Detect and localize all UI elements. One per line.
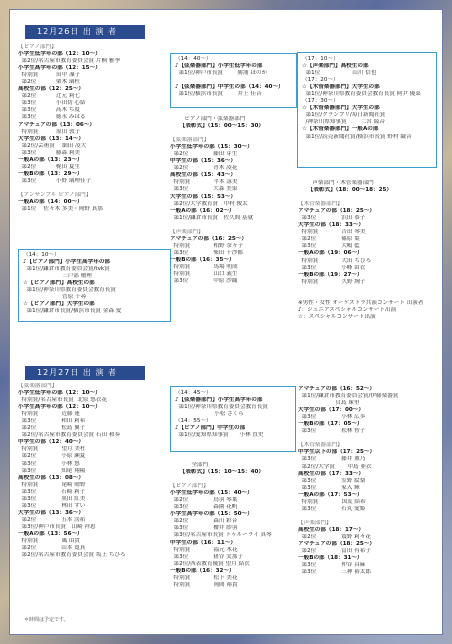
section-heading: ☆【ピアノ部門】大学生の部 (23, 301, 95, 308)
program-sheet (9, 9, 443, 635)
section-heading: 【表彰式】（15：10～15：40） (170, 469, 265, 476)
entry-line: 第3位 小林 広歩 (298, 414, 366, 421)
entry-line: 第3位 浜田 恭子 (298, 215, 366, 222)
entry-line: 第2位 青木 凌花 (170, 165, 238, 172)
entry-line (170, 222, 264, 229)
category-label: 【弦楽器部門】 (170, 137, 210, 144)
section-heading: 一般Bの部（16：35～） (170, 256, 235, 263)
section-heading: 一般Aの部（19：06～） (298, 250, 363, 257)
entry-line: （17：10～） (302, 56, 339, 62)
section-heading: 小学生高学年の部（12：10～） (18, 404, 101, 411)
entry-line: （14：45～） (175, 390, 212, 396)
entry-line: 第1位/グランプリ/毎日新聞社賞 (302, 112, 386, 119)
entry-line (170, 476, 272, 483)
entry-line: 第2位 山本 寛真 (18, 545, 86, 552)
section-heading: 一般Aの部（14：00～） (18, 199, 83, 206)
entry-line: （14：55～） (175, 418, 212, 425)
entry-line: 第1位 山川 信也 (302, 70, 377, 77)
entry-line: 第1位 佐々木 多美・岡野 真那 (18, 206, 103, 213)
entry-line: 第1位/神奈川県教育委員会教育長賞 (23, 287, 116, 294)
entry-line (298, 293, 424, 300)
section-heading: 一般Bの部（17：05～） (298, 421, 363, 428)
section-heading: 小学生低学年の部（12：10～） (18, 390, 101, 397)
section-heading: 【表彰式】（15：00～15：30） (170, 123, 265, 130)
entry-line: 特別賞 福元 木花 (170, 546, 238, 553)
section-heading: 一般Bの部（16：32～） (170, 567, 235, 574)
entry-line: 第1位/神奈川県教育委員会教育長賞 (175, 404, 268, 411)
entry-line: 特別賞 望月 美杜 (18, 446, 86, 453)
section-heading: 高校生の部（15：43～） (170, 172, 236, 179)
entry-line: 第2位 鳥羽 琴葉 (170, 497, 238, 504)
day2-col3 (298, 386, 398, 576)
section-heading: ♪【ピアノ部門】中学生の部 (175, 425, 246, 432)
entry-line: 特別賞 吉田 琴美 (298, 229, 366, 236)
category-label: 【ピアノ部門】 (18, 44, 57, 50)
day1-special-box-3 (297, 52, 437, 168)
day2-col2 (170, 462, 272, 589)
entry-line: 第2位 松島 翼子 (18, 425, 86, 432)
section-heading: 高校生の部（17：33～） (298, 470, 364, 477)
section-heading: ☆【木管楽器部門】一般Aの部 (302, 126, 379, 133)
entry-line: 菅原 千尋 (23, 294, 87, 301)
entry-line: 第1位/愛知県知事賞 小林 直史 (175, 432, 264, 439)
entry-line (175, 77, 292, 84)
entry-line: 特別賞 国友 結希 (298, 498, 366, 505)
entry-line: 特別賞 久野 絢子 (298, 278, 366, 285)
category-label: 【弦楽器部門】 (18, 383, 58, 389)
entry-line: 第2位 震野 莉々花 (298, 533, 371, 540)
entry-line: 特別賞 原田 敦子 (18, 128, 81, 135)
entry-line: ☆：スペシャルコンサート出演 (298, 313, 376, 320)
entry-line: 第3位 小林 悠 (18, 460, 80, 467)
section-heading: 一般Bの部（18：31～） (298, 555, 363, 562)
entry-line: 第3位 藤井 薫乃 (298, 456, 366, 463)
entry-line: 第1位/鎌倉市教育委員会賞/tvk賞 (23, 266, 110, 273)
section-heading: 【表彰式】（18：00～18：25） (298, 187, 393, 194)
entry-line: 第3位 林田 すい (18, 502, 86, 509)
entry-line: 第3位 室野 絵梨 (298, 477, 366, 484)
section-heading: ♪【ピアノ部門】小学生高学年の部 (23, 259, 111, 266)
day1-special-box-1 (18, 249, 171, 322)
entry-line: 貝島 珠里 (298, 400, 360, 407)
category-label: 【木管楽器部門】 (298, 442, 343, 449)
entry-line: 特別賞 尾崎 晴野 (18, 481, 86, 488)
entry-line: 第1位/読売新聞社賞/横浜市長賞 野村 織音 (302, 133, 412, 140)
entry-line: 第3位 猪谷 実那子 (170, 553, 243, 560)
entry-line: 第3位 柴田 千沙都 (170, 249, 243, 256)
day2-col1 (18, 383, 126, 559)
day1-box2-text (171, 54, 296, 100)
section-heading: 小学生低学年の部（15：40～） (170, 490, 253, 497)
day1-special-box-2 (170, 53, 297, 108)
entry-line: 特別賞 相野 奈々子 (170, 242, 244, 249)
entry-line (170, 130, 264, 137)
entry-line: （14：40～） (175, 56, 212, 62)
entry-line: 特別賞/名古屋市長賞 北原 悠衣花 (18, 397, 108, 404)
section-heading: 大学生の部（13：14～） (18, 135, 84, 142)
day2-special-box (170, 386, 296, 452)
entry-line: 第1位/横浜市長賞 井上 佳音 (175, 91, 262, 98)
entry-line: /神奈川県知事賞 二宮 綾音 (302, 119, 385, 126)
entry-line: 特別賞 松下 美花 (170, 574, 238, 581)
section-heading: 小学生低学年の部（15：30～） (170, 144, 253, 151)
entry-line: 第3位 石丸 愛姫 (298, 505, 366, 512)
category-label: 【声楽部門】 (170, 228, 204, 235)
category-label: 【声楽部門】 (298, 519, 332, 526)
section-heading: 中学生の部（16：11～） (170, 539, 236, 546)
entry-line: 特別賞 田中 凜子 (18, 72, 81, 79)
entry-line: 特別賞 平本 詠美 (170, 179, 238, 186)
section-heading: ☆【木管楽器部門】大学生の部 (302, 84, 380, 91)
schedule-footnote: ＊時間は予定です。 (24, 617, 69, 623)
entry-line: 第2位 小原 瀬夏 (18, 453, 86, 460)
entry-line: 第3位 大森 美果 (170, 186, 238, 193)
entry-line: 第3位 黒田 紅美 (18, 495, 86, 502)
section-heading: 小学生低学年の部（12：10～） (18, 51, 101, 58)
section-heading: アマチュアの部（13：06～） (18, 121, 95, 128)
entry-line: （14：10～） (23, 252, 60, 258)
section-heading: 高校生の部（12：25～） (18, 86, 84, 93)
entry-line: 第3位/神戸市長賞 山崎 祥恵 (18, 523, 96, 530)
entry-line: 声楽部門・木管楽器部門 (298, 180, 374, 186)
day1-col1 (18, 44, 120, 213)
section-heading: 一般Aの部（13：23～） (18, 156, 83, 163)
entry-line: ♪：ジュニアスペシャルコンサート出演 (298, 306, 397, 313)
section-heading: アマチュアの部（18：25～） (298, 208, 375, 215)
entry-line: 第3位 小田切 心結 (18, 100, 86, 107)
section-heading: 高校生の部（13：08～） (18, 474, 84, 481)
entry-line (298, 286, 424, 293)
section-heading: ☆【ピアノ部門】高校生の部 (23, 280, 95, 287)
entry-line: 第2位/芸術賞 細田 凌大 (18, 142, 87, 149)
entry-line: 第1位/鎌倉市長賞/横浜市長賞 金森 愛 (23, 308, 122, 315)
entry-line: 第3位 藤森 莉美 (18, 149, 81, 156)
day1-banner: 12月26日 出 演 者 (25, 25, 145, 39)
entry-line: 第2位 梶田 夏生 (18, 163, 81, 170)
entry-line: （17：30～） (302, 98, 339, 105)
section-heading: 中学生の部（15：36～） (170, 158, 236, 165)
section-heading: 一般Aの部（17：53～） (298, 491, 363, 498)
day1-col2 (170, 116, 264, 285)
entry-line: 第2位 冨田 有希子 (298, 548, 371, 555)
entry-line: ※男性・女性 オーケストラ共演コンサート 出演者 (298, 299, 424, 306)
entry-line: ピアノ部門・弦楽器部門 (170, 116, 246, 122)
section-heading: 大学生の部（17：00～） (298, 407, 364, 414)
day1-box3-text (298, 53, 436, 144)
entry-line: 第3位 仲谷 昌麻 (298, 562, 366, 569)
entry-line: 第2位 辻元 莉七 (18, 93, 81, 100)
entry-line: 第1位/鎌倉市長賞 佐久間 基就 (170, 214, 254, 221)
entry-line (18, 185, 120, 192)
entry-line: 第2位/西表教育優賞 望月 結衣 (170, 560, 250, 567)
entry-line: 第2位/名古屋市教育委員会賞 石田 和奏 (18, 432, 121, 439)
section-heading: 一般Bの部（19：27～） (298, 271, 363, 278)
entry-line: 特別賞 風 由貴 (18, 538, 81, 545)
entry-line: 第3位 櫻井 紗羽 (170, 525, 238, 532)
entry-line: 特別賞 馬場 明成 (170, 263, 238, 270)
section-heading: 高校生の部（18：17～） (298, 526, 364, 533)
entry-line: 第3位 中原 沙織 (170, 278, 238, 285)
entry-line: 第2位 藤田 芽生 (170, 151, 238, 158)
entry-line: 第2位 森川 彩音 (170, 518, 238, 525)
category-label: 【アンサンブル ピアノ部門】 (18, 191, 92, 198)
entry-line: 第3位 松林 智子 (298, 428, 366, 435)
section-heading: 大学生の部（15：53～） (170, 193, 236, 200)
day2-box-text (171, 387, 295, 442)
section-heading: ☆【声楽部門】高校生の部 (302, 63, 369, 70)
section-heading: 小学生高学年の部（15：50～） (170, 511, 253, 518)
entry-line: 第3位 石崎 莉子 (18, 488, 86, 495)
section-heading: ♪【弦楽器部門】小学生高学年の部 (175, 397, 263, 404)
entry-line: 特別賞 岡間 裕貴 (170, 581, 238, 588)
section-heading: アマチュアの部（16：52～） (298, 386, 375, 392)
day1-box1-text (19, 250, 170, 317)
entry-line: 第3位 大嶋 藍 (298, 243, 360, 250)
category-label: 【木管楽器部門】 (298, 201, 343, 208)
entry-line (298, 513, 398, 520)
entry-line: 第2位/名古屋市教育委員会賞 坂上 ちひろ (18, 552, 126, 559)
entry-line: 第2位/名古屋市教育委員会賞 片桐 雅季 (18, 58, 121, 65)
entry-line: 三戸部 珊理 (23, 273, 92, 280)
entry-line: 第3位 知尾 翔陽 (18, 467, 86, 474)
day1-col3 (298, 180, 424, 321)
entry-line: 小松 さくら (175, 411, 244, 418)
section-heading: 一般Bの部（13：29～） (18, 170, 83, 177)
day2-banner: 12月27日 出 演 者 (25, 366, 145, 380)
entry-line: 特別賞 近藤 蓮 (18, 411, 81, 418)
entry-line: 第3位 森園 花帆 (170, 504, 238, 511)
entry-line: 第1位/神戸市長賞 勝浦 ほのか (175, 70, 268, 77)
entry-line: 第2位 栗木 璃杜 (18, 79, 81, 86)
section-heading: ♪【弦楽器部門】小学生低学年の部 (175, 63, 263, 70)
entry-line: 第2位/大学賞 中島 亜衣 (298, 463, 372, 470)
entry-line: 第2位 篠原 葉 (298, 236, 360, 243)
entry-line: 第1位/神奈川県教育委員会教育長賞 阿尹 優菜 (302, 91, 421, 98)
entry-line: 第3位 和田 莉希 (18, 418, 86, 425)
category-label: 【ピアノ部門】 (170, 483, 209, 490)
entry-line: 第3位 小野 璃理佳子 (18, 177, 92, 184)
entry-line: 第3位 徳永 みはる (18, 114, 86, 121)
entry-line: 第3位 家入 輝 (298, 484, 360, 491)
entry-line: 第3位 三神 裕太郎 (298, 569, 371, 576)
section-heading: アマチュアの部（16：25～） (170, 235, 247, 242)
entry-line (298, 194, 424, 201)
entry-line (298, 435, 398, 442)
section-heading: ☆【木管楽器部門】大学生の部 (302, 105, 380, 112)
section-heading: 大学生の部（18：33～） (298, 222, 364, 229)
section-heading: 一般Aの部（16：02～） (170, 207, 235, 214)
entry-line: （17：20～） (302, 77, 339, 84)
section-heading: 小学生高学年の部（12：15～） (18, 65, 101, 72)
section-heading: 中学生の部（12：40～） (18, 439, 84, 446)
section-heading: 大学生の部（13：36～） (18, 509, 84, 516)
entry-line: 第3位 高木 ち度 (18, 107, 81, 114)
entry-line: 第3位/名古屋市長賞 トゥルーライ 真琴 (170, 532, 272, 539)
section-heading: 中学生以下の部（17：25～） (298, 449, 376, 456)
entry-line: 第2位/大学教育賞 中村 俊太 (170, 200, 248, 207)
section-heading: アマチュアの部（18：25～） (298, 541, 375, 548)
entry-line: 第2位 五本 渓祐 (18, 516, 86, 523)
entry-line: 全部門 (170, 462, 209, 468)
section-heading: 一般Aの部（13：56～） (18, 530, 83, 537)
entry-line: 特別賞 山口 義生 (170, 271, 238, 278)
entry-line: 第1位/鎌倉市教育委員会賞/伊藤楽器賞 (298, 393, 399, 400)
section-heading: ♪【弦楽器部門】中学生の部（14：40～） (175, 84, 284, 91)
entry-line: 第3位 小峰 由衣 (298, 264, 366, 271)
entry-line: 特別賞 大田 ちひろ (298, 257, 372, 264)
